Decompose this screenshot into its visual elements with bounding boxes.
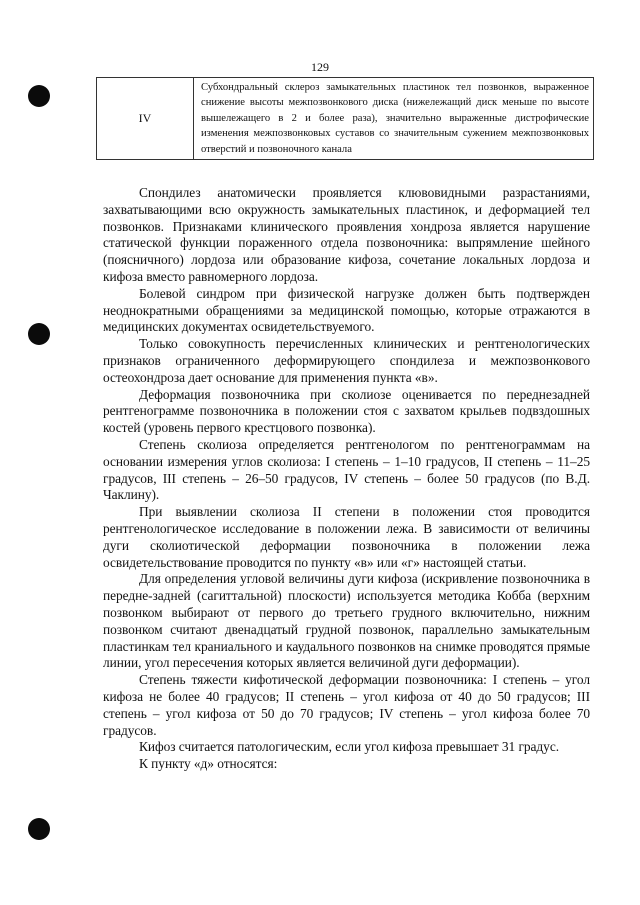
binder-hole-bottom [28, 818, 50, 840]
paragraph: Деформация позвоночника при сколиозе оценивается по переднезадней рентгенограмме позвоночника в положении стоя с захватом крыльев подвздошных костей (уровень первого крестцового позвонка). [103, 386, 590, 436]
paragraph: Степень сколиоза определяется рентгенологом по рентгенограммам на основании измерения углов сколиоза: I степень – 1–10 градусов, II степень – 11–25 градусов, III степень – 26–50 градусов, IV степень – более 50 градусов (по В.Д. Чаклину). [103, 436, 590, 503]
table-row [97, 78, 594, 160]
page-number: 129 [311, 60, 329, 74]
paragraph: Степень тяжести кифотической деформации позвоночника: I степень – угол кифоза не более 40 градусов; II степень – угол кифоза от 40 до 50 градусов; III степень – угол кифоза от 50 до 70 градусов; IV степень – угол кифоза более 70 градусов. [103, 672, 590, 738]
body-text [103, 185, 590, 773]
binder-hole-top [28, 85, 50, 107]
paragraph: К пункту «д» относятся: [139, 756, 278, 772]
paragraph: При выявлении сколиоза II степени в положении стоя проводится рентгенологическое исследование в положении лежа. В зависимости от величины дуги сколиотической деформации позвоночника в положении лежа освидетельствование проводится по пункту «в» или «г» настоящей статьи. [103, 504, 590, 570]
description-cell: Субхондральный склероз замыкательных пластинок тел позвонков, выраженное снижение высоты межпозвонкового диска (нижележащий диск меньше по высоте вышележащего в 2 и более раза), значительно выраженные дистрофические изменения межпозвонковых суставов со значительным сужением межпозвонковых отверстий и позвоночного канала [194, 78, 594, 160]
grade-table [96, 77, 594, 160]
paragraph: Для определения угловой величины дуги кифоза (искривление позвоночника в передне-задней (сагиттальной) плоскости) используется методика Кобба (верхним позвонком выбирают от первого до третьего грудного включительно, нижним позвонком считают двенадцатый грудной позвонок, параллельно замыкательным пластинкам тел краниального и каудального позвонков на снимке проводятся прямые линии, угол пересечения которых является величиной дуги деформации). [103, 571, 590, 671]
binder-hole-middle [28, 323, 50, 345]
paragraph: Болевой синдром при физической нагрузке должен быть подтвержден неоднократными обращениями за медицинской помощью, которые отражаются в медицинских документах освидетельствуемого. [103, 285, 590, 335]
grade-cell: IV [97, 78, 194, 160]
paragraph: Кифоз считается патологическим, если угол кифоза превышает 31 градус. [139, 739, 560, 755]
paragraph: Спондилез анатомически проявляется клювовидными разрастаниями, захватывающими всю окружность замыкательных пластинок, и деформацией тел позвонков. Признаками клинического проявления хондроза является нарушение статической функции пораженного отдела позвоночника: выпрямление шейного (поясничного) лордоза или образование кифоза, сочетание локальных лордоза и кифоза вместо равномерного лордоза. [103, 185, 590, 284]
paragraph: Только совокупность перечисленных клинических и рентгенологических признаков ограниченного деформирующего спондилеза и межпозвонкового остеохондроза дает основание для применения пункта «в». [103, 336, 590, 385]
